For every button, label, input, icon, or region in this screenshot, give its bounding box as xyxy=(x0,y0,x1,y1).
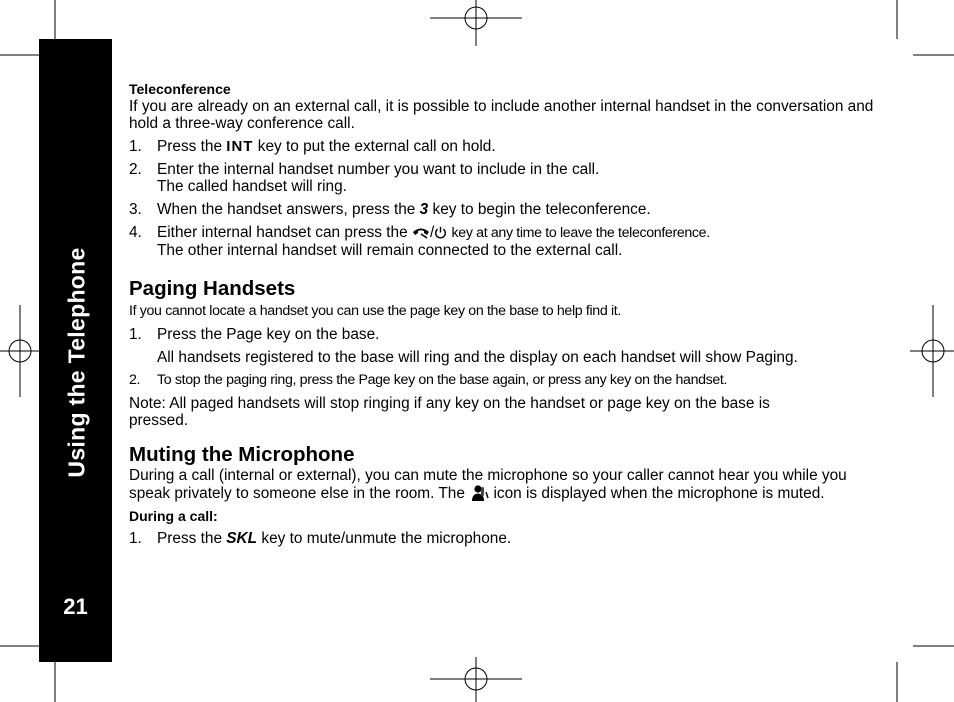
step-number: 1. xyxy=(129,530,142,547)
step-text: Enter the internal handset number you want to include in the call. xyxy=(157,161,600,178)
mute-icon xyxy=(469,484,489,502)
step-text-after: key to put the external call on hold. xyxy=(257,138,496,155)
step-text-after: key to begin the teleconference. xyxy=(432,201,651,218)
teleconference-heading: Teleconference xyxy=(129,81,231,97)
teleconference-step-4 xyxy=(129,224,889,259)
teleconference-step-3 xyxy=(129,201,889,218)
during-call-label: During a call: xyxy=(129,508,218,524)
step-number: 3. xyxy=(129,201,142,218)
chapter-title xyxy=(44,212,110,512)
chapter-title-text: Using the Telephone xyxy=(63,246,90,478)
step-text-after: key at any time to leave the teleconference. xyxy=(451,225,710,241)
teleconference-step-1 xyxy=(129,138,889,155)
step-subtext: The called handset will ring. xyxy=(157,178,347,195)
paging-step-1 xyxy=(129,326,889,343)
muting-intro-before: During a call (internal or external), you can mute the microphone so your caller cannot hear you while you speak privately to someone else in the room. The xyxy=(129,467,847,502)
muting-step-1 xyxy=(129,530,889,547)
page-number: 21 xyxy=(63,594,88,619)
teleconference-intro: If you are already on an external call, it is possible to include another internal handset in the conversation and hold a three-way conference call. xyxy=(129,98,874,132)
step-number: 2. xyxy=(129,161,142,178)
key-3-label: 3 xyxy=(419,201,429,218)
page-content xyxy=(129,81,889,547)
skl-key-label: SKL xyxy=(226,530,258,547)
power-icon xyxy=(434,226,447,239)
int-key-label: INT xyxy=(226,138,254,155)
paging-heading: Paging Handsets xyxy=(129,277,296,300)
paging-note: Note: All paged handsets will stop ringing if any key on the handset or page key on the base is pressed. xyxy=(129,395,770,429)
paging-intro: If you cannot locate a handset you can use the page key on the base to help find it. xyxy=(129,303,621,319)
step-text: To stop the paging ring, press the Page key on the base again, or press any key on the handset. xyxy=(157,372,728,388)
muting-heading: Muting the Microphone xyxy=(129,443,355,466)
step-number: 1. xyxy=(129,326,142,343)
step-number: 4. xyxy=(129,224,142,241)
step-text-before: Press the xyxy=(157,530,223,547)
step-text: Press the Page key on the base. xyxy=(157,326,380,343)
step-subtext: The other internal handset will remain connected to the external call. xyxy=(157,242,623,259)
step-text-after: key to mute/unmute the microphone. xyxy=(261,530,512,547)
muting-intro-after: icon is displayed when the microphone is muted. xyxy=(493,485,825,502)
step-number: 2. xyxy=(129,372,141,388)
key-separator: / xyxy=(429,224,435,241)
paging-step-2 xyxy=(129,372,889,389)
step-text-before: Either internal handset can press the xyxy=(157,224,408,241)
step-text-before: Press the xyxy=(157,138,223,155)
step-text-before: When the handset answers, press the xyxy=(157,201,416,218)
muting-intro xyxy=(129,467,889,502)
hangup-key-icon xyxy=(412,226,430,239)
teleconference-step-2 xyxy=(129,161,889,195)
step-number: 1. xyxy=(129,138,142,155)
paging-step-1-detail: All handsets registered to the base will ring and the display on each handset will show Paging. xyxy=(157,349,798,366)
